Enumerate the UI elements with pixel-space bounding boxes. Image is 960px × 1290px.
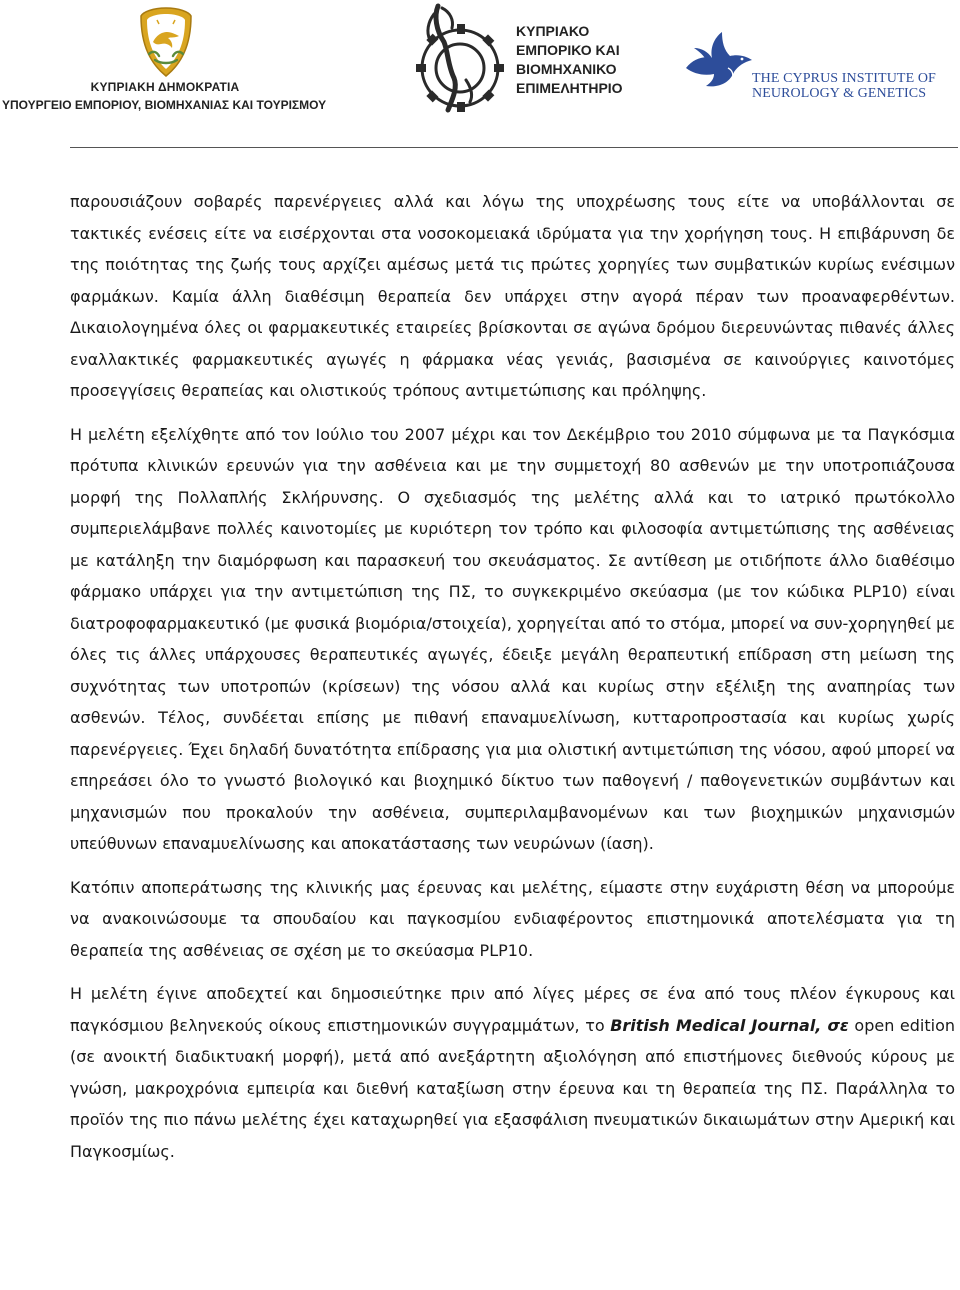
- cyprus-emblem-icon: [135, 6, 197, 78]
- header-divider: [70, 147, 958, 148]
- chamber-name-line: ΕΜΠΟΡΙΚΟ ΚΑΙ: [516, 42, 620, 58]
- letterhead: [0, 0, 960, 150]
- government-logo-block: [0, 6, 370, 114]
- chamber-of-commerce-logo-icon: [408, 2, 508, 120]
- institute-name-line: NEUROLOGY & GENETICS: [752, 86, 927, 101]
- institute-name-line: THE CYPRUS INSTITUTE OF: [752, 71, 936, 86]
- ministry-name: ΥΠΟΥΡΓΕΙΟ ΕΜΠΟΡΙΟΥ, ΒΙΟΜΗΧΑΝΙΑΣ ΚΑΙ ΤΟΥΡΙΣΜΟΥ: [2, 98, 327, 112]
- institute-name: [752, 71, 936, 101]
- journal-name: British Medical Journal, σε: [610, 1015, 849, 1035]
- chamber-name-line: ΒΙΟΜΗΧΑΝΙΚΟ: [516, 61, 617, 77]
- paragraph: Η μελέτη εξελίχθητε από τον Ιούλιο του 2007 μέχρι και τον Δεκέμβριο του 2010 σύμφωνα με τα Παγκόσμια πρότυπα κλινικών ερευνών για την ασθένεια και με την συμμετοχή 80 ασθενών με την υποτροπιάζουσα μορφή της Πολλαπλής Σκλήρυνσης. Ο σχεδιασμός της μελέτης αλλά και το ιατρικό πρωτόκολλο συμπεριελάμβανε πολλές καινοτομίες με κυριότερη τον τρόπο και φιλοσοφία αντιμετώπισης της ασθένειας με κατάληξη την διαμόρφωση και παρασκευή του σκευάσματος. Σε αντίθεση με οτιδήποτε άλλο διαθέσιμο φάρμακο υπάρχει για την αντιμετώπιση της ΠΣ, το συγκεκριμένο σκεύασμα (με τον κώδικα PLP10) είναι διατροφοφαρμακευτικό (με φυσικά βιομόρια/στοιχεία), χορηγείται από το στόμα, μπορεί να συν-χορηγηθεί με όλες τις άλλες υπάρχουσες θεραπευτικές αγωγές, έδειξε μεγάλη θεραπευτική επίδραση στη μείωση της συχνότητας των υποτροπών (κρίσεων) της νόσου αλλά και κυρίως στην εξέλιξη της αναπηρίας των ασθενών. Τέλος, συνδέεται επίσης με πιθανή επαναμυελίνωση, κυτταροπροστασία και κυρίως χωρίς παρενέργειες. Έχει δηλαδή δυνατότητα επίδρασης για μια ολιστική αντιμετώπιση της νόσου, αφού μπορεί να επηρεάσει όλο το γνωστό βιολογικό και βιοχημικό δίκτυο των παθογενή / παθογενετικών συμβάντων και μηχανισμών που προκαλούν την ασθένεια, συμπεριλαμβανομένων και των βιοχημικών μηχανισμών υπεύθυνων επαναμυελίνωσης και αποκατάστασης των νευρώνων (ίαση).: [70, 424, 955, 853]
- paragraph-text: Η μελέτη έγινε αποδεχτεί και δημοσιεύτηκε πριν από λίγες μέρες σε ένα από τους πλέον έγκυρους και παγκόσμιου βεληνεκούς οίκους επιστημονικών συγγραμμάτων, το: [70, 984, 955, 1035]
- chamber-name-line: ΚΥΠΡΙΑΚΟ: [516, 23, 590, 39]
- paragraph: παρουσιάζουν σοβαρές παρενέργειες αλλά και λόγω της υποχρέωσης τους είτε να υποβάλλονται σε τακτικές ενέσεις είτε να εισέρχονται στα νοσοκομειακά ιδρύματα για την χορήγηση τους. Η επιβάρυνση δε της ποιότητας της ζωής τους αρχίζει αμέσως μετά τις πρώτες χορηγίες των συμβατικών κυρίως ενέσιμων φαρμάκων. Καμία άλλη διαθέσιμη θεραπεία δεν υπάρχει στην αγορά πέραν των προαναφερθέντων. Δικαιολογημένα όλες οι φαρμακευτικές εταιρείες βρίσκονται σε αγώνα δρόμου διερευνώντας πιθανές άλλες εναλλακτικές φαρμακευτικές αγωγές η φάρμακα νέας γενιάς, βασισμένα σε καινούργιες καινοτόμες προσεγγίσεις θεραπείας και ολιστικούς τρόπους αντιμετώπισης και πρόληψης.: [70, 192, 955, 400]
- chamber-of-commerce-name: [516, 22, 623, 98]
- paragraph: [70, 978, 955, 1167]
- government-name: ΚΥΠΡΙΑΚΗ ΔΗΜΟΚΡΑΤΙΑ: [90, 80, 240, 94]
- document-body: [70, 186, 955, 1179]
- dove-logo-icon: [682, 28, 754, 94]
- paragraph: Κατόπιν αποπεράτωσης της κλινικής μας έρευνας και μελέτης, είμαστε στην ευχάριστη θέση να μπορούμε να ανακοινώσουμε τα σπουδαίου και παγκοσμίου ενδιαφέροντος επιστημονικά αποτελέσματα για τη θεραπεία της ασθένειας σε σχέση με το σκεύασμα PLP10.: [70, 877, 955, 960]
- paragraph-text: open edition (σε ανοικτή διαδικτυακή μορφή), μετά από ανεξάρτητη αξιολόγηση από επιστήμονες διεθνούς κύρους με γνώση, μακροχρόνια εμπειρία και διεθνή καταξίωση στην έρευνα και τη θεραπεία της ΠΣ. Παράλληλα το προϊόν της πιο πάνω μελέτης έχει καταχωρηθεί για εξασφάλιση πνευματικών δικαιωμάτων στην Αμερική και Παγκοσμίως.: [70, 1015, 955, 1161]
- chamber-name-line: ΕΠΙΜΕΛΗΤΗΡΙΟ: [516, 80, 623, 96]
